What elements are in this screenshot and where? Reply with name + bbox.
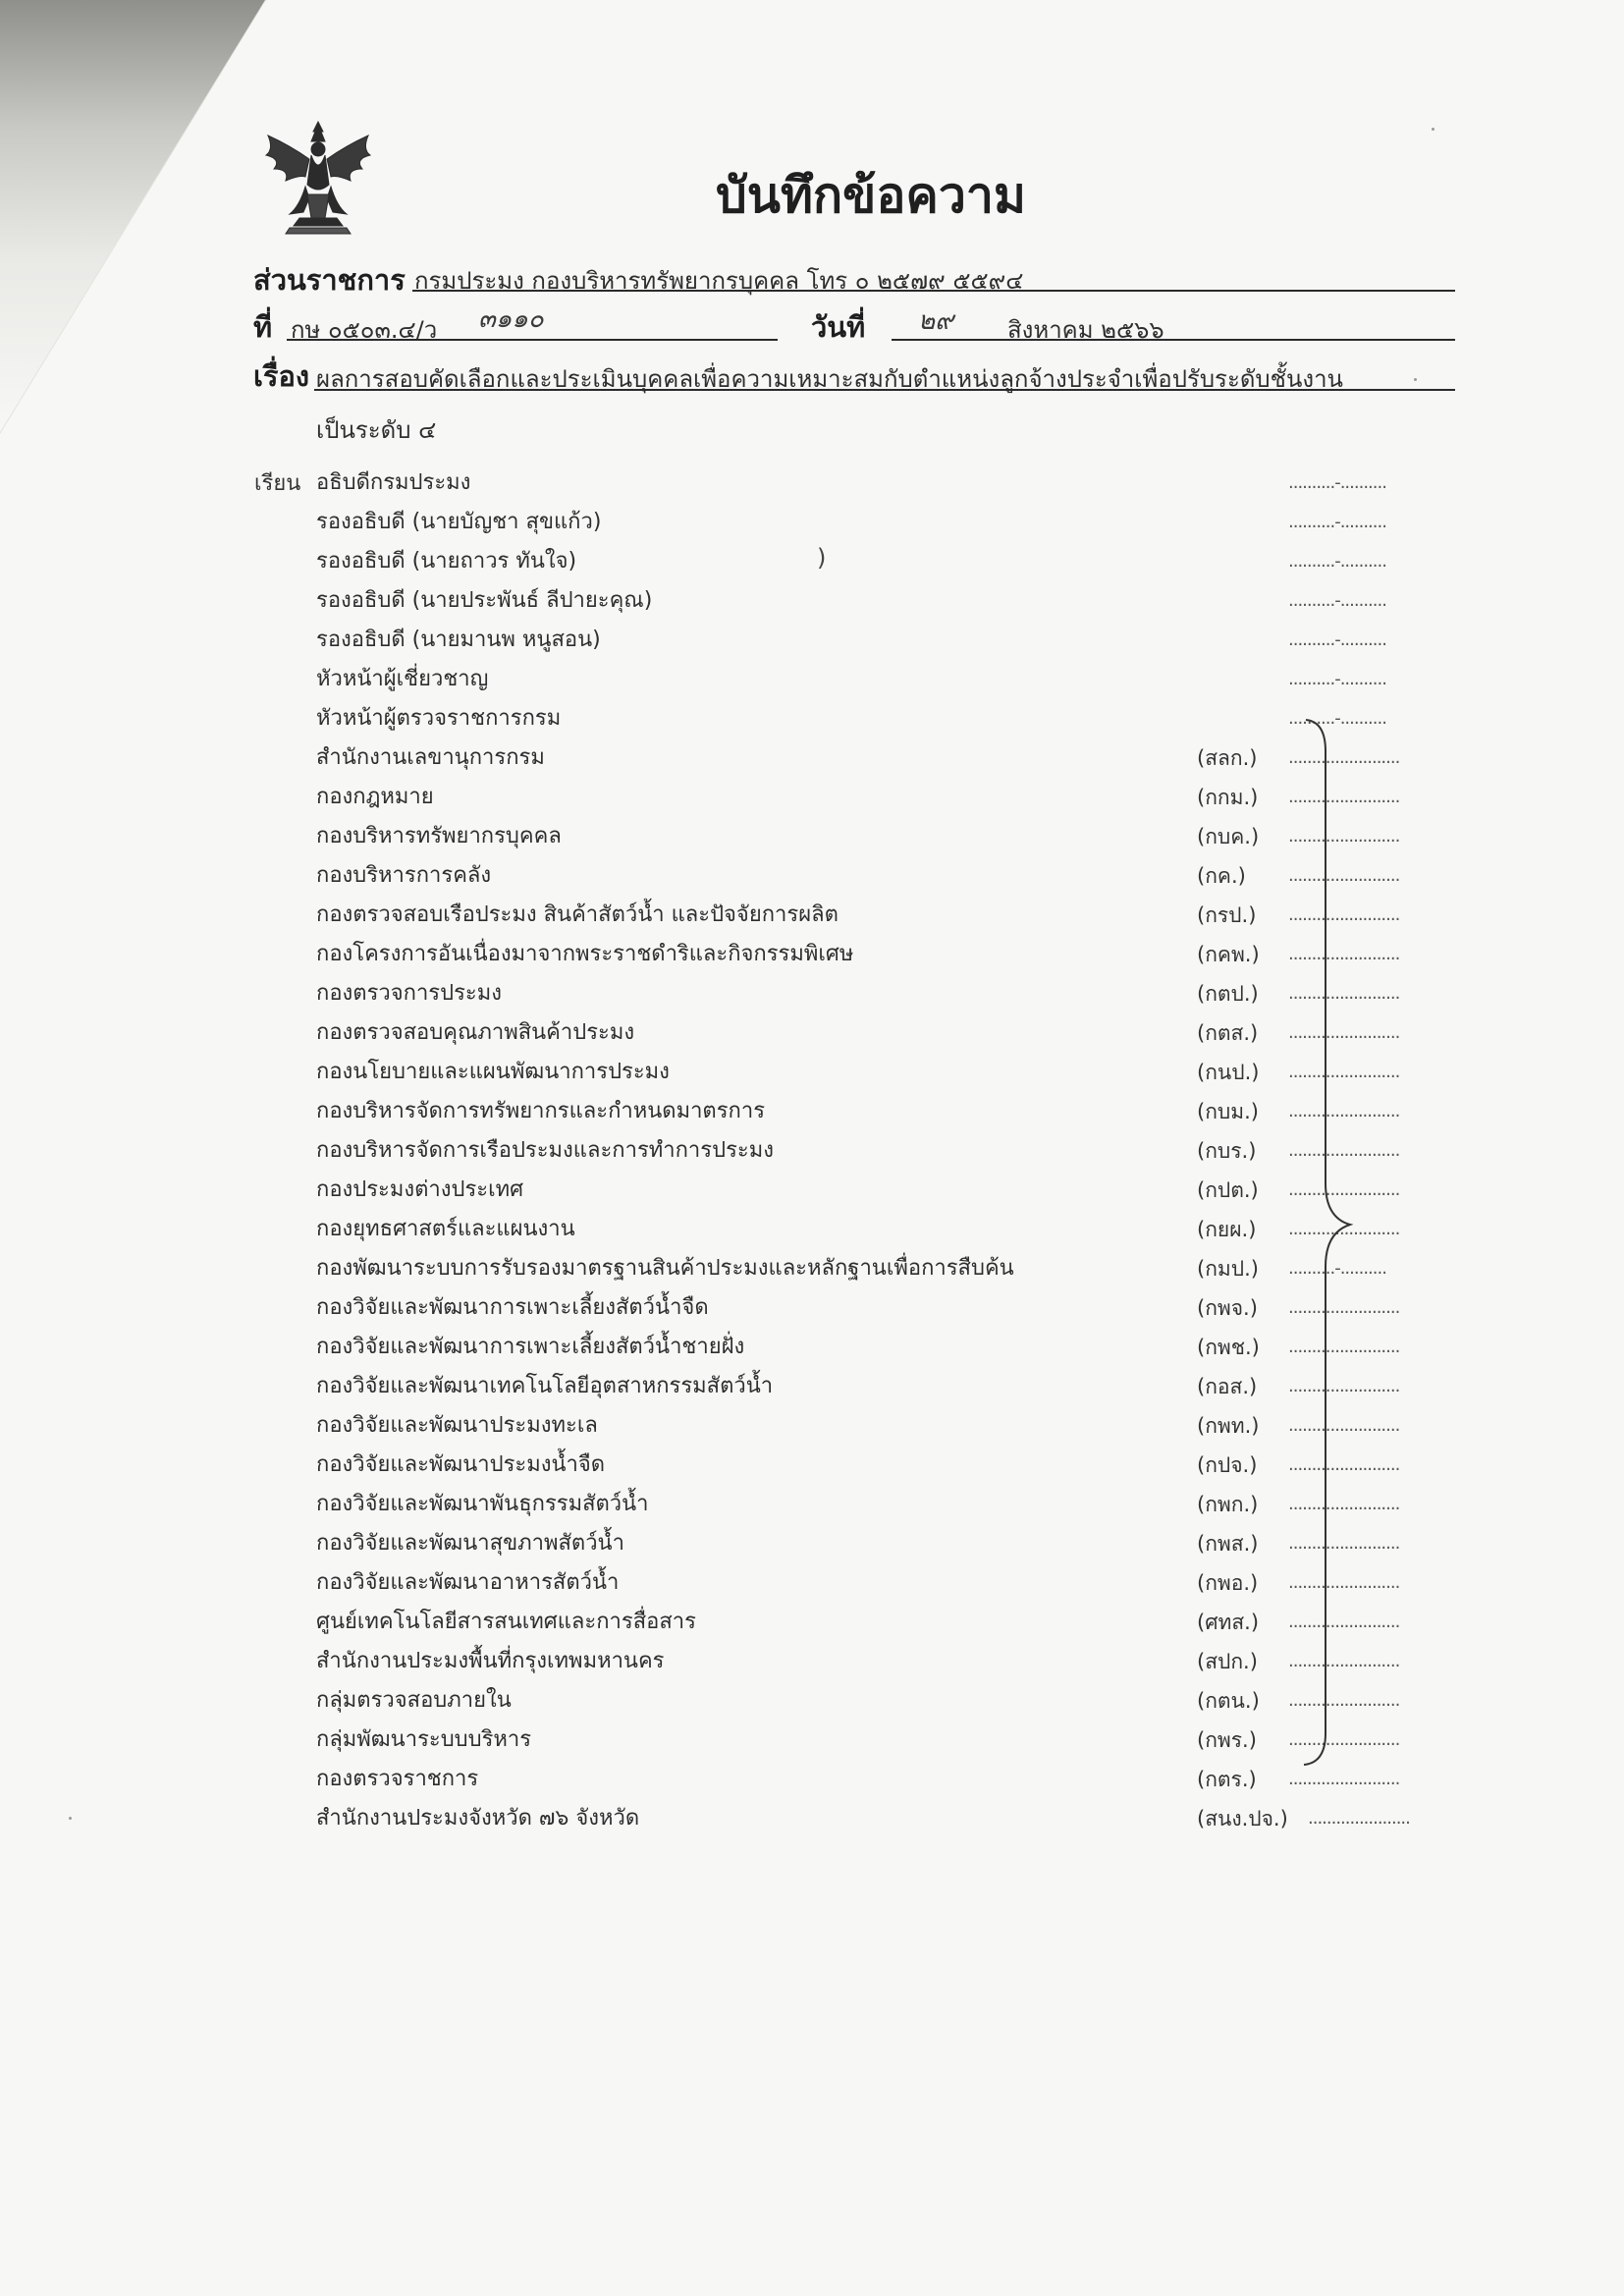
recipient-name: อธิบดีกรมประมง bbox=[316, 470, 471, 495]
recipient-dotted-line: ........................ bbox=[1288, 747, 1400, 768]
recipient-name: กลุ่มพัฒนาระบบบริหาร bbox=[316, 1727, 532, 1752]
recipient-row bbox=[316, 464, 1445, 503]
date-underline bbox=[892, 339, 1455, 341]
scan-speck bbox=[1414, 378, 1417, 381]
recipient-name: สำนักงานประมงจังหวัด ๗๖ จังหวัด bbox=[316, 1806, 640, 1831]
document-title: บันทึกข้อความ bbox=[716, 166, 1026, 224]
recipient-name: กองบริหารจัดการทรัพยากรและกำหนดมาตรการ bbox=[316, 1099, 766, 1123]
recipient-name: รองอธิบดี (นายบัญชา สุขแก้ว) bbox=[316, 510, 602, 534]
recipient-dotted-line: ...................... bbox=[1308, 1808, 1410, 1829]
recipient-dotted-line: ..........-.......... bbox=[1288, 629, 1386, 650]
recipient-dotted-line: ........................ bbox=[1288, 1101, 1400, 1121]
recipient-dotted-line: ........................ bbox=[1288, 904, 1400, 925]
recipient-name: กองบริหารจัดการเรือประมงและการทำการประมง bbox=[316, 1138, 774, 1163]
recipient-name: รองอธิบดี (นายถาวร ทันใจ) bbox=[316, 549, 577, 574]
recipient-dotted-line: ........................ bbox=[1288, 1769, 1400, 1789]
recipient-abbreviation: (กยผ.) bbox=[1197, 1218, 1257, 1241]
recipient-dotted-line: ..........-.......... bbox=[1288, 1258, 1386, 1279]
recipient-abbreviation: (กตป.) bbox=[1197, 982, 1259, 1006]
recipient-dotted-line: ........................ bbox=[1288, 1219, 1400, 1239]
recipient-abbreviation: (กบม.) bbox=[1197, 1100, 1259, 1123]
recipient-dotted-line: ..........-.......... bbox=[1288, 512, 1386, 532]
recipient-abbreviation: (กรป.) bbox=[1197, 903, 1257, 927]
recipient-dotted-line: ........................ bbox=[1288, 1494, 1400, 1514]
recipient-abbreviation: (กบค.) bbox=[1197, 825, 1260, 848]
recipient-name: กลุ่มตรวจสอบภายใน bbox=[316, 1688, 512, 1713]
date-label: วันที่ bbox=[811, 310, 866, 344]
recipient-name: หัวหน้าผู้เชี่ยวชาญ bbox=[316, 667, 489, 691]
recipient-dotted-line: ..........-.......... bbox=[1288, 708, 1386, 729]
recipient-abbreviation: (กพอ.) bbox=[1197, 1571, 1259, 1595]
agency-underline bbox=[412, 290, 1455, 292]
recipient-dotted-line: ..........-.......... bbox=[1288, 551, 1386, 572]
recipient-dotted-line: ........................ bbox=[1288, 1140, 1400, 1161]
recipient-dotted-line: ........................ bbox=[1288, 1729, 1400, 1750]
recipient-name: กองวิจัยและพัฒนาประมงน้ำจืด bbox=[316, 1452, 606, 1477]
recipient-abbreviation: (กพก.) bbox=[1197, 1493, 1259, 1516]
recipient-name: กองกฎหมาย bbox=[316, 785, 434, 809]
recipient-name: กองวิจัยและพัฒนาอาหารสัตว์น้ำ bbox=[316, 1570, 620, 1595]
recipient-row bbox=[316, 660, 1445, 699]
recipient-name: กองประมงต่างประเทศ bbox=[316, 1177, 524, 1202]
recipient-name: กองวิจัยและพัฒนาการเพาะเลี้ยงสัตว์น้ำชายฝั่ง bbox=[316, 1335, 745, 1359]
recipient-name: กองวิจัยและพัฒนาเทคโนโลยีอุตสาหกรรมสัตว์น้ำ bbox=[316, 1374, 774, 1398]
recipient-abbreviation: (กนป.) bbox=[1197, 1061, 1260, 1084]
recipient-dotted-line: ........................ bbox=[1288, 1690, 1400, 1711]
scan-speck bbox=[69, 1817, 72, 1820]
subject-label: เรื่อง bbox=[253, 359, 310, 393]
recipient-dotted-line: ........................ bbox=[1288, 1337, 1400, 1357]
recipient-abbreviation: (สนง.ปจ.) bbox=[1197, 1807, 1288, 1831]
recipient-abbreviation: (กพท.) bbox=[1197, 1414, 1260, 1438]
recipient-name: สำนักงานประมงพื้นที่กรุงเทพมหานคร bbox=[316, 1649, 665, 1673]
ref-value: กษ ๐๕๐๓.๔/ว bbox=[291, 316, 438, 344]
recipient-dotted-line: ........................ bbox=[1288, 1533, 1400, 1554]
recipient-dotted-line: ..........-.......... bbox=[1288, 472, 1386, 493]
recipient-dotted-line: ........................ bbox=[1288, 1454, 1400, 1475]
recipient-dotted-line: ........................ bbox=[1288, 826, 1400, 847]
recipient-dotted-line: ........................ bbox=[1288, 1415, 1400, 1436]
recipient-name: ศูนย์เทคโนโลยีสารสนเทศและการสื่อสาร bbox=[316, 1610, 696, 1634]
recipient-name: กองวิจัยและพัฒนาการเพาะเลี้ยงสัตว์น้ำจืด bbox=[316, 1295, 709, 1320]
agency-label: ส่วนราชการ bbox=[253, 263, 406, 297]
recipient-abbreviation: (กปต.) bbox=[1197, 1178, 1259, 1202]
recipient-row bbox=[316, 621, 1445, 660]
recipient-abbreviation: (กตร.) bbox=[1197, 1768, 1257, 1791]
recipient-abbreviation: (กพร.) bbox=[1197, 1728, 1257, 1752]
recipient-dotted-line: ........................ bbox=[1288, 1179, 1400, 1200]
recipient-name: กองตรวจสอบเรือประมง สินค้าสัตว์น้ำ และปัจจัยการผลิต bbox=[316, 902, 839, 927]
recipient-name: กองตรวจราชการ bbox=[316, 1767, 479, 1791]
agency-value: กรมประมง กองบริหารทรัพยากรบุคคล โทร ๐ ๒๕๗๙ ๕๕๙๔ bbox=[414, 267, 1024, 295]
recipient-name: กองบริหารการคลัง bbox=[316, 863, 492, 888]
subject-underline bbox=[314, 389, 1455, 391]
recipient-name: กองวิจัยและพัฒนาประมงทะเล bbox=[316, 1413, 598, 1438]
recipient-name: กองพัฒนาระบบการรับรองมาตรฐานสินค้าประมงและหลักฐานเพื่อการสืบค้น bbox=[316, 1256, 1014, 1281]
recipient-name: รองอธิบดี (นายมานพ หนูสอน) bbox=[316, 628, 601, 652]
recipient-dotted-line: ........................ bbox=[1288, 787, 1400, 807]
recipient-abbreviation: (กอส.) bbox=[1197, 1375, 1258, 1398]
ref-handwritten-number: ๓๑๑๐ bbox=[478, 304, 544, 334]
recipient-row bbox=[316, 581, 1445, 621]
to-label: เรียน bbox=[254, 471, 301, 496]
recipient-dotted-line: ..........-.......... bbox=[1288, 590, 1386, 611]
recipient-dotted-line: ........................ bbox=[1288, 1651, 1400, 1671]
recipient-dotted-line: ........................ bbox=[1288, 944, 1400, 964]
recipient-dotted-line: ..........-.......... bbox=[1288, 669, 1386, 689]
recipient-abbreviation: (กตน.) bbox=[1197, 1689, 1260, 1713]
date-value: สิงหาคม ๒๕๖๖ bbox=[1007, 316, 1164, 344]
recipient-dotted-line: ........................ bbox=[1288, 1612, 1400, 1632]
recipient-abbreviation: (กมป.) bbox=[1197, 1257, 1259, 1281]
recipient-abbreviation: (สปก.) bbox=[1197, 1650, 1258, 1673]
recipient-abbreviation: (กค.) bbox=[1197, 864, 1246, 888]
recipient-dotted-line: ........................ bbox=[1288, 1062, 1400, 1082]
recipient-abbreviation: (กพช.) bbox=[1197, 1336, 1260, 1359]
subject-line-2: เป็นระดับ ๔ bbox=[316, 416, 437, 444]
scan-speck bbox=[1432, 128, 1435, 131]
recipient-abbreviation: (กพจ.) bbox=[1197, 1296, 1258, 1320]
recipient-name: กองบริหารทรัพยากรบุคคล bbox=[316, 824, 562, 848]
ref-underline bbox=[287, 339, 778, 341]
recipient-name: กองโครงการอันเนื่องมาจากพระราชดำริและกิจกรรมพิเศษ bbox=[316, 942, 854, 966]
recipient-name: รองอธิบดี (นายประพันธ์ ลีปายะคุณ) bbox=[316, 588, 653, 613]
recipient-name: กองนโยบายและแผนพัฒนาการประมง bbox=[316, 1060, 670, 1084]
recipient-abbreviation: (กปจ.) bbox=[1197, 1453, 1258, 1477]
recipient-row bbox=[316, 542, 1445, 581]
recipient-dotted-line: ........................ bbox=[1288, 865, 1400, 886]
recipient-name: กองวิจัยและพัฒนาพันธุกรรมสัตว์น้ำ bbox=[316, 1492, 649, 1516]
recipient-abbreviation: (กกม.) bbox=[1197, 786, 1259, 809]
recipient-dotted-line: ........................ bbox=[1288, 1572, 1400, 1593]
recipient-name: สำนักงานเลขานุการกรม bbox=[316, 745, 545, 770]
recipient-dotted-line: ........................ bbox=[1288, 983, 1400, 1004]
stray-parenthesis: ) bbox=[817, 544, 827, 572]
recipient-dotted-line: ........................ bbox=[1288, 1297, 1400, 1318]
recipient-row bbox=[316, 1799, 1445, 1838]
ref-label: ที่ bbox=[253, 310, 273, 344]
subject-line-1: ผลการสอบคัดเลือกและประเมินบุคคลเพื่อความเหมาะสมกับตำแหน่งลูกจ้างประจำเพื่อปรับระดับชั้นงาน bbox=[316, 365, 1343, 393]
recipient-name: หัวหน้าผู้ตรวจราชการกรม bbox=[316, 706, 562, 731]
date-handwritten-day: ๒๙ bbox=[918, 306, 954, 336]
recipient-name: กองวิจัยและพัฒนาสุขภาพสัตว์น้ำ bbox=[316, 1531, 624, 1556]
recipient-abbreviation: (กบร.) bbox=[1197, 1139, 1257, 1163]
recipient-abbreviation: (กคพ.) bbox=[1197, 943, 1260, 966]
recipient-name: กองตรวจการประมง bbox=[316, 981, 502, 1006]
recipient-name: กองยุทธศาสตร์และแผนงาน bbox=[316, 1217, 575, 1241]
recipient-abbreviation: (สลก.) bbox=[1197, 746, 1258, 770]
recipient-dotted-line: ........................ bbox=[1288, 1376, 1400, 1396]
recipient-abbreviation: (ศทส.) bbox=[1197, 1611, 1260, 1634]
recipient-dotted-line: ........................ bbox=[1288, 1022, 1400, 1043]
recipient-row bbox=[316, 503, 1445, 542]
grouping-brace bbox=[1276, 712, 1355, 1773]
recipient-name: กองตรวจสอบคุณภาพสินค้าประมง bbox=[316, 1020, 635, 1045]
recipient-abbreviation: (กตส.) bbox=[1197, 1021, 1259, 1045]
recipient-abbreviation: (กพส.) bbox=[1197, 1532, 1259, 1556]
